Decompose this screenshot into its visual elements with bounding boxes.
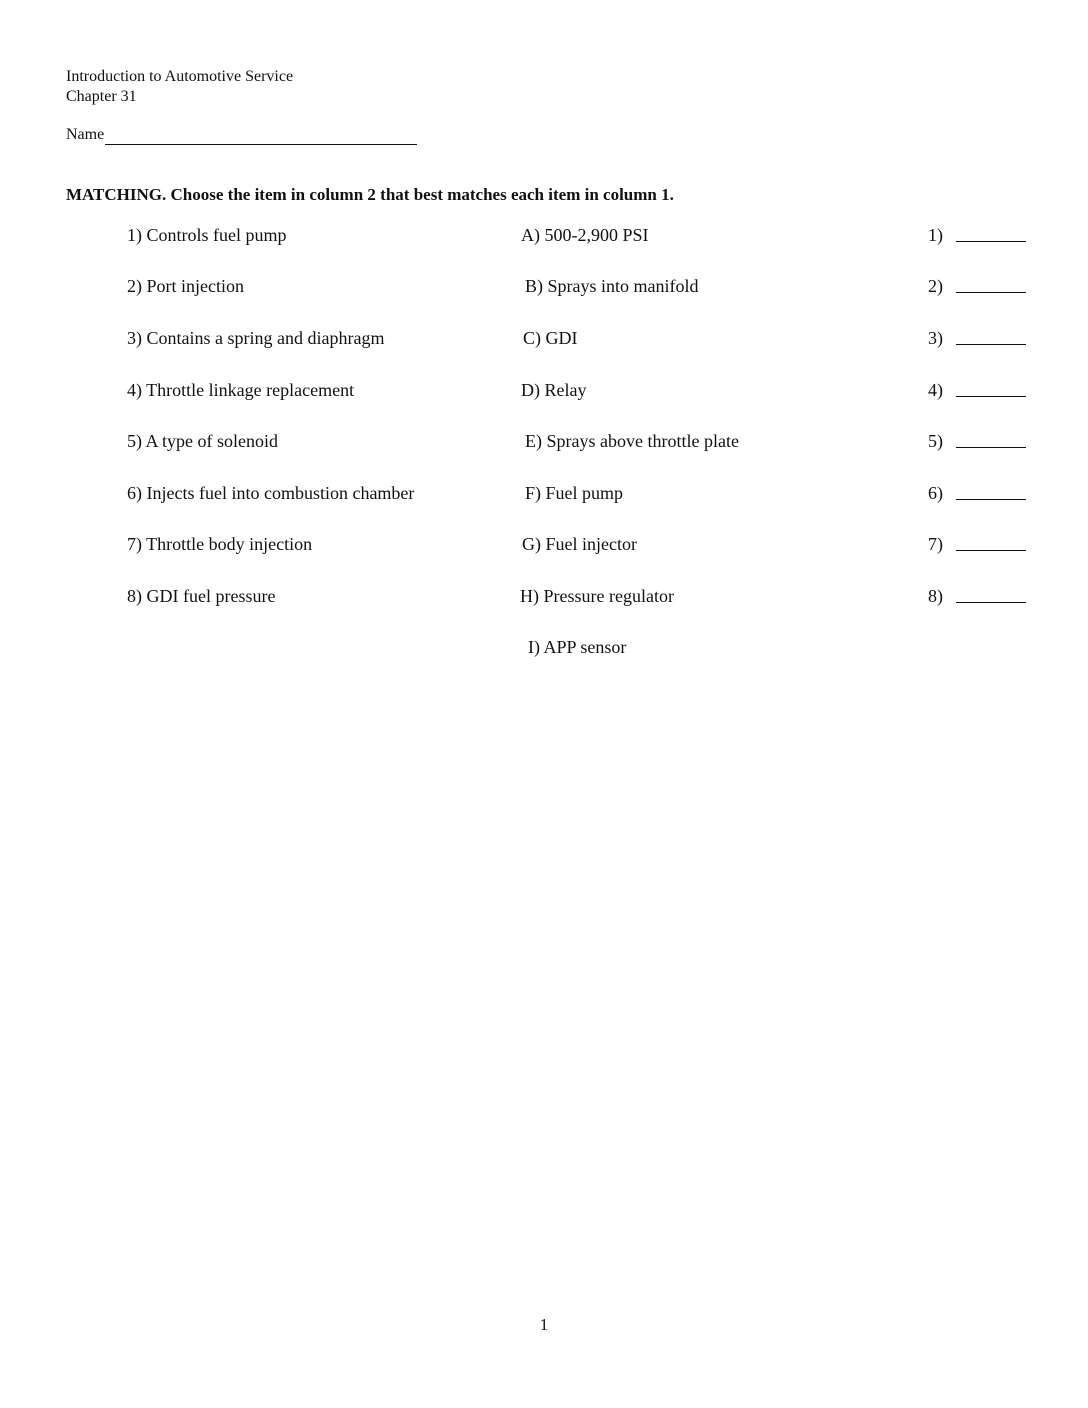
- answer-label: 7): [928, 534, 943, 554]
- matching-row: [0, 222, 1088, 248]
- answer-blank[interactable]: [956, 344, 1026, 345]
- answer-blank[interactable]: [956, 241, 1026, 242]
- answer-label: 6): [928, 483, 943, 503]
- term: 4) Throttle linkage replacement: [127, 380, 355, 400]
- answer-blank[interactable]: [956, 396, 1026, 397]
- course-title: Introduction to Automotive Service: [66, 68, 294, 85]
- match-option: B) Sprays into manifold: [525, 276, 699, 296]
- match-option: A) 500-2,900 PSI: [521, 225, 649, 245]
- matching-row: [0, 377, 1088, 403]
- page-number: 1: [539, 1315, 549, 1334]
- match-option: C) GDI: [523, 328, 578, 348]
- answer-label: 3): [928, 328, 943, 348]
- term: 2) Port injection: [127, 276, 244, 296]
- chapter-title: Chapter 31: [66, 88, 137, 105]
- match-option: I) APP sensor: [528, 637, 627, 657]
- answer-blank[interactable]: [956, 602, 1026, 603]
- answer-label: 2): [928, 276, 943, 296]
- answer-blank[interactable]: [956, 292, 1026, 293]
- term: 3) Contains a spring and diaphragm: [127, 328, 385, 348]
- name-row: [66, 124, 417, 145]
- answer-label: 4): [928, 380, 943, 400]
- term: 5) A type of solenoid: [127, 431, 278, 451]
- term: 1) Controls fuel pump: [127, 225, 287, 245]
- answer-label: 8): [928, 586, 943, 606]
- name-blank[interactable]: [105, 124, 417, 145]
- answer-blank[interactable]: [956, 447, 1026, 448]
- answer-blank[interactable]: [956, 499, 1026, 500]
- matching-row: [0, 273, 1088, 299]
- answer-label: 1): [928, 225, 943, 245]
- match-option: H) Pressure regulator: [520, 586, 674, 606]
- term: 6) Injects fuel into combustion chamber: [127, 483, 415, 503]
- answer-label: 5): [928, 431, 943, 451]
- matching-row: [0, 428, 1088, 454]
- term: 8) GDI fuel pressure: [127, 586, 276, 606]
- matching-row: [0, 325, 1088, 351]
- match-option: G) Fuel injector: [522, 534, 637, 554]
- matching-row-extra: [0, 634, 1088, 660]
- match-option: F) Fuel pump: [525, 483, 624, 503]
- name-label: Name: [66, 126, 105, 143]
- instructions: MATCHING. Choose the item in column 2 that best matches each item in column 1.: [66, 185, 674, 204]
- matching-row: [0, 531, 1088, 557]
- match-option: E) Sprays above throttle plate: [525, 431, 739, 451]
- answer-blank[interactable]: [956, 550, 1026, 551]
- term: 7) Throttle body injection: [127, 534, 313, 554]
- matching-row: [0, 480, 1088, 506]
- matching-row: [0, 583, 1088, 609]
- match-option: D) Relay: [521, 380, 587, 400]
